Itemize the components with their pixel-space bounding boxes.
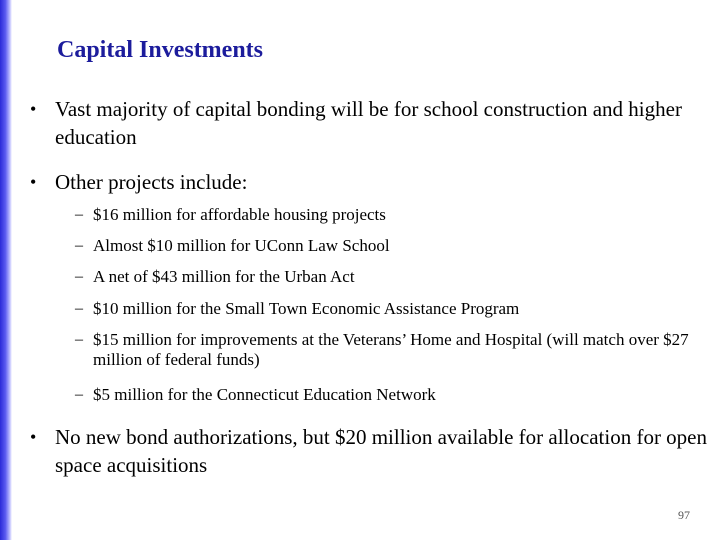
bullet-icon: •	[30, 172, 37, 192]
bullet-icon: •	[30, 99, 37, 119]
dash-icon: –	[75, 300, 83, 317]
sub-item-text: A net of $43 million for the Urban Act	[93, 267, 355, 286]
sub-item-text: $15 million for improvements at the Veterans’ Home and Hospital (will match over $27 million of federal funds)	[93, 330, 689, 369]
bullet-text: No new bond authorizations, but $20 million available for allocation for open space acquisitions	[55, 425, 708, 477]
dash-icon: –	[75, 386, 83, 403]
bullet-icon: •	[30, 427, 37, 447]
sub-item-text: $10 million for the Small Town Economic Assistance Program	[93, 299, 520, 318]
left-accent-bar	[0, 0, 12, 540]
dash-icon: –	[75, 237, 83, 254]
page-number: 97	[678, 508, 690, 522]
slide-title: Capital Investments	[57, 37, 264, 63]
dash-icon: –	[75, 206, 83, 223]
bullet-text: Other projects include:	[55, 170, 248, 194]
sub-item-text: Almost $10 million for UConn Law School	[93, 236, 390, 255]
bullet-text: Vast majority of capital bonding will be for school construction and higher education	[55, 97, 682, 149]
sub-item-text: $5 million for the Connecticut Education Network	[93, 385, 436, 404]
sub-item-text: $16 million for affordable housing projects	[93, 205, 386, 224]
dash-icon: –	[75, 331, 83, 348]
dash-icon: –	[75, 268, 83, 285]
